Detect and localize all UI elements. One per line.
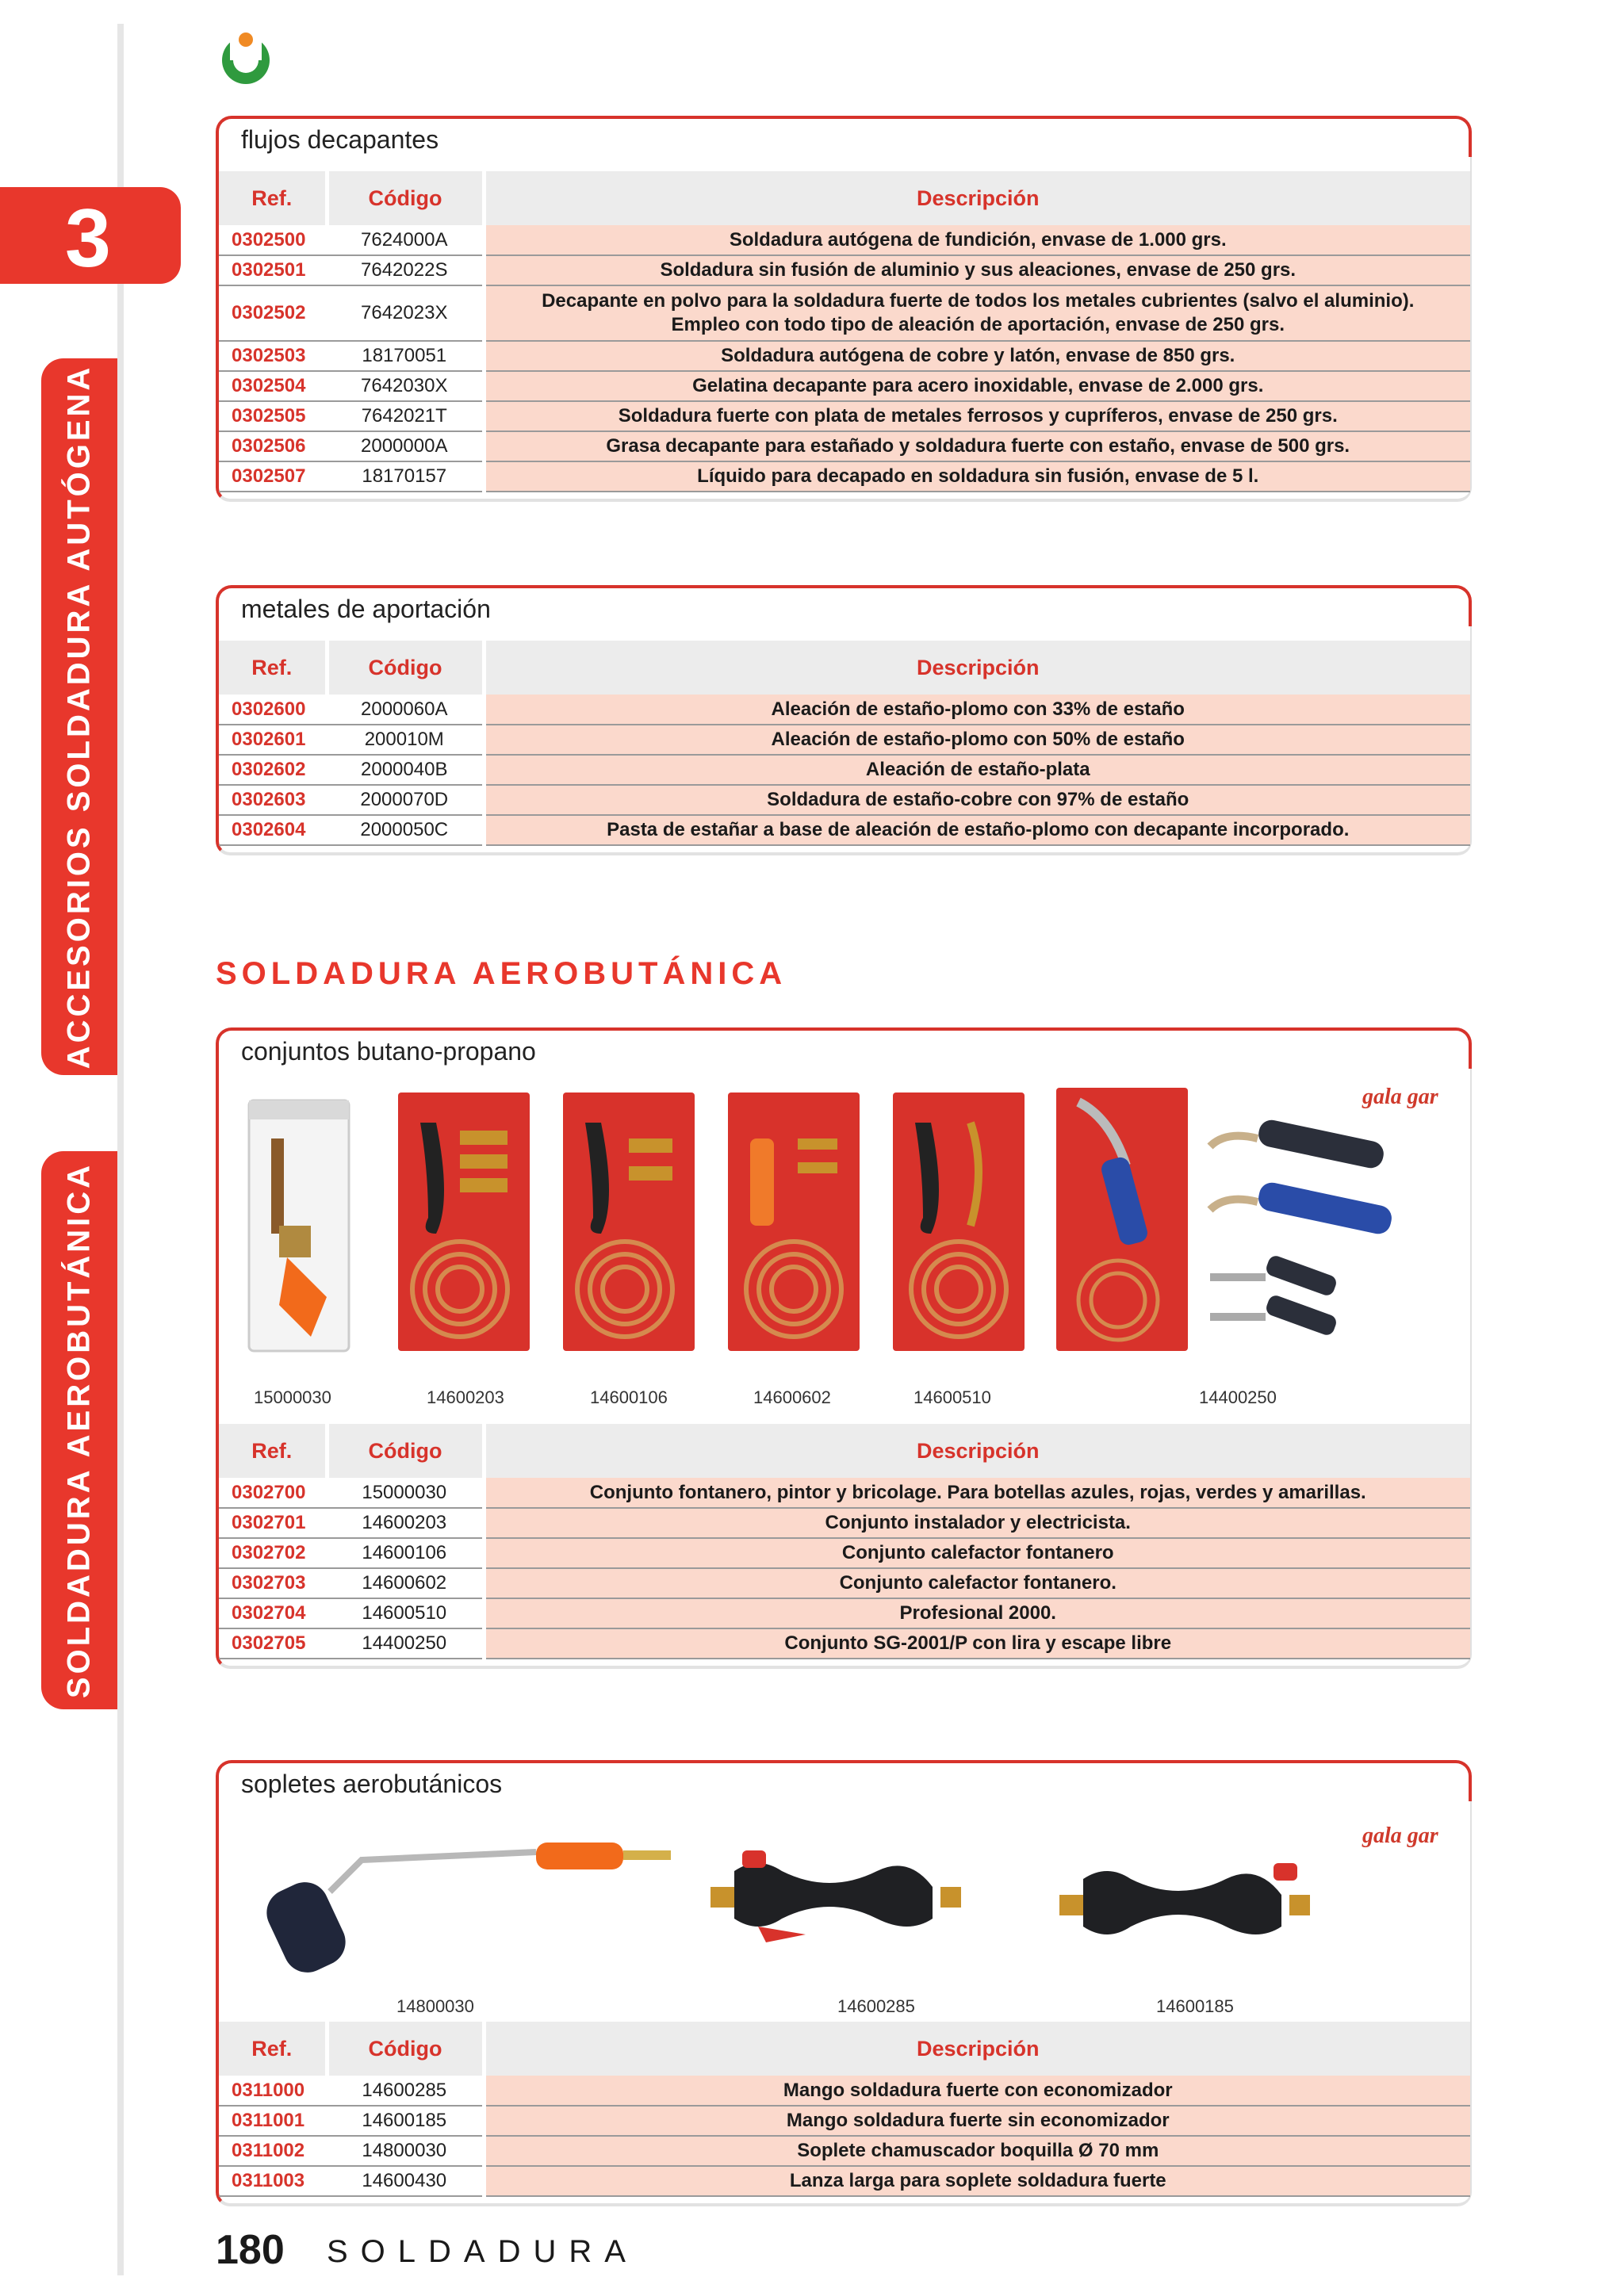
kit-15000030-photo-icon	[247, 1099, 350, 1353]
section-heading-aerobutanica: SOLDADURA AEROBUTÁNICA	[216, 956, 787, 991]
photo-code: 14600203	[427, 1387, 504, 1407]
section-conjuntos	[216, 1027, 1472, 1669]
photo-code: 14600602	[753, 1387, 831, 1407]
col-codigo: Código	[327, 2022, 484, 2076]
col-ref: Ref.	[219, 2022, 327, 2076]
photo-code: 14600510	[914, 1387, 991, 1407]
col-ref: Ref.	[219, 171, 327, 225]
mango-14600285-photo-icon	[710, 1839, 964, 1958]
table-row: 0302502 7642023X Decapante en polvo para la soldadura fuerte de todos los metales cubrientes (salvo el aluminio). Empleo con todo tipo de aleación de aportación, envase de 250 grs.	[219, 285, 1470, 341]
page-number: 180	[216, 2227, 285, 2273]
footer-label: SOLDADURA	[327, 2234, 638, 2269]
table-row: 0302600 2000060A Aleación de estaño-plomo con 33% de estaño	[219, 695, 1470, 725]
sopletes-table	[219, 2022, 1470, 2197]
torches-14400250-photo-icon	[1202, 1115, 1440, 1353]
table-row: 0302506 2000000A Grasa decapante para estañado y soldadura fuerte con estaño, envase de 500 grs.	[219, 431, 1470, 461]
section-title: conjuntos butano-propano	[216, 1027, 1472, 1069]
section-title: metales de aportación	[216, 585, 1472, 626]
photo-code: 15000030	[254, 1387, 331, 1407]
side-tab-accesorios[interactable]: ACCESORIOS SOLDADURA AUTÓGENA	[41, 358, 117, 1075]
mango-14600185-photo-icon	[1059, 1855, 1313, 1958]
chapter-number: 3	[65, 193, 111, 285]
col-ref: Ref.	[219, 641, 327, 695]
kit-14600106-photo-icon	[561, 1091, 696, 1353]
photo-code: 14800030	[396, 1996, 474, 2016]
table-row: 0302504 7642030X Gelatina decapante para acero inoxidable, envase de 2.000 grs.	[219, 371, 1470, 401]
section-metales	[216, 585, 1472, 855]
photo-code: 14600185	[1156, 1996, 1234, 2016]
table-row: 0302604 2000050C Pasta de estañar a base de aleación de estaño-plomo con decapante incorporado.	[219, 815, 1470, 845]
table-row: 0311003 14600430 Lanza larga para soplete soldadura fuerte	[219, 2166, 1470, 2196]
table-row: 0302701 14600203 Conjunto instalador y electricista.	[219, 1508, 1470, 1538]
table-row: 0302702 14600106 Conjunto calefactor fontanero	[219, 1538, 1470, 1568]
galagar-logo: gala gar	[1362, 1823, 1438, 1848]
table-row: 0302500 7624000A Soldadura autógena de fundición, envase de 1.000 grs.	[219, 225, 1470, 255]
photo-code: 14400250	[1199, 1387, 1277, 1407]
table-row: 0302602 2000040B Aleación de estaño-plata	[219, 755, 1470, 785]
table-row: 0302700 15000030 Conjunto fontanero, pintor y bricolage. Para botellas azules, rojas, verdes y amarillas.	[219, 1478, 1470, 1508]
conjuntos-table	[219, 1424, 1470, 1659]
col-codigo: Código	[327, 171, 484, 225]
table-row: 0302603 2000070D Soldadura de estaño-cobre con 97% de estaño	[219, 785, 1470, 815]
col-ref: Ref.	[219, 1424, 327, 1478]
col-descripcion: Descripción	[484, 1424, 1470, 1478]
section-title: flujos decapantes	[216, 116, 1472, 157]
section-title: sopletes aerobutánicos	[216, 1760, 1472, 1801]
photo-code: 14600285	[837, 1996, 915, 2016]
section-sopletes	[216, 1760, 1472, 2206]
table-row: 0311001 14600185 Mango soldadura fuerte sin economizador	[219, 2106, 1470, 2136]
table-row: 0311002 14800030 Soplete chamuscador boquilla Ø 70 mm	[219, 2136, 1470, 2166]
col-descripcion: Descripción	[484, 2022, 1470, 2076]
left-rail	[117, 24, 124, 2275]
col-codigo: Código	[327, 641, 484, 695]
product-photos	[219, 1816, 1470, 2022]
kit-14600602-photo-icon	[726, 1091, 861, 1353]
col-descripcion: Descripción	[484, 171, 1470, 225]
soplete-14800030-photo-icon	[251, 1828, 695, 1987]
kit-14600203-photo-icon	[396, 1091, 531, 1353]
kit-14600510-photo-icon	[891, 1091, 1026, 1353]
product-photos	[219, 1083, 1470, 1424]
table-row: 0302501 7642022S Soldadura sin fusión de aluminio y sus aleaciones, envase de 250 grs.	[219, 255, 1470, 285]
section-flujos	[216, 116, 1472, 502]
table-row: 0302704 14600510 Profesional 2000.	[219, 1598, 1470, 1628]
side-tab-aerobutanica[interactable]: SOLDADURA AEROBUTÁNICA	[41, 1151, 117, 1709]
metales-table	[219, 641, 1470, 846]
table-row: 0302601 200010M Aleación de estaño-plomo con 50% de estaño	[219, 725, 1470, 755]
company-logo-icon	[216, 25, 276, 86]
photo-code: 14600106	[590, 1387, 668, 1407]
flujos-table	[219, 171, 1470, 492]
table-row: 0302503 18170051 Soldadura autógena de cobre y latón, envase de 850 grs.	[219, 341, 1470, 371]
chapter-tab	[0, 187, 181, 284]
table-row: 0302505 7642021T Soldadura fuerte con plata de metales ferrosos y cupríferos, envase de 250 grs.	[219, 401, 1470, 431]
col-codigo: Código	[327, 1424, 484, 1478]
table-row: 0302507 18170157 Líquido para decapado en soldadura sin fusión, envase de 5 l.	[219, 461, 1470, 492]
table-row: 0311000 14600285 Mango soldadura fuerte con economizador	[219, 2076, 1470, 2106]
table-row: 0302703 14600602 Conjunto calefactor fontanero.	[219, 1568, 1470, 1598]
kit-14400250-photo-icon	[1055, 1086, 1189, 1353]
galagar-logo: gala gar	[1362, 1085, 1438, 1109]
table-row: 0302705 14400250 Conjunto SG-2001/P con lira y escape libre	[219, 1628, 1470, 1659]
col-descripcion: Descripción	[484, 641, 1470, 695]
